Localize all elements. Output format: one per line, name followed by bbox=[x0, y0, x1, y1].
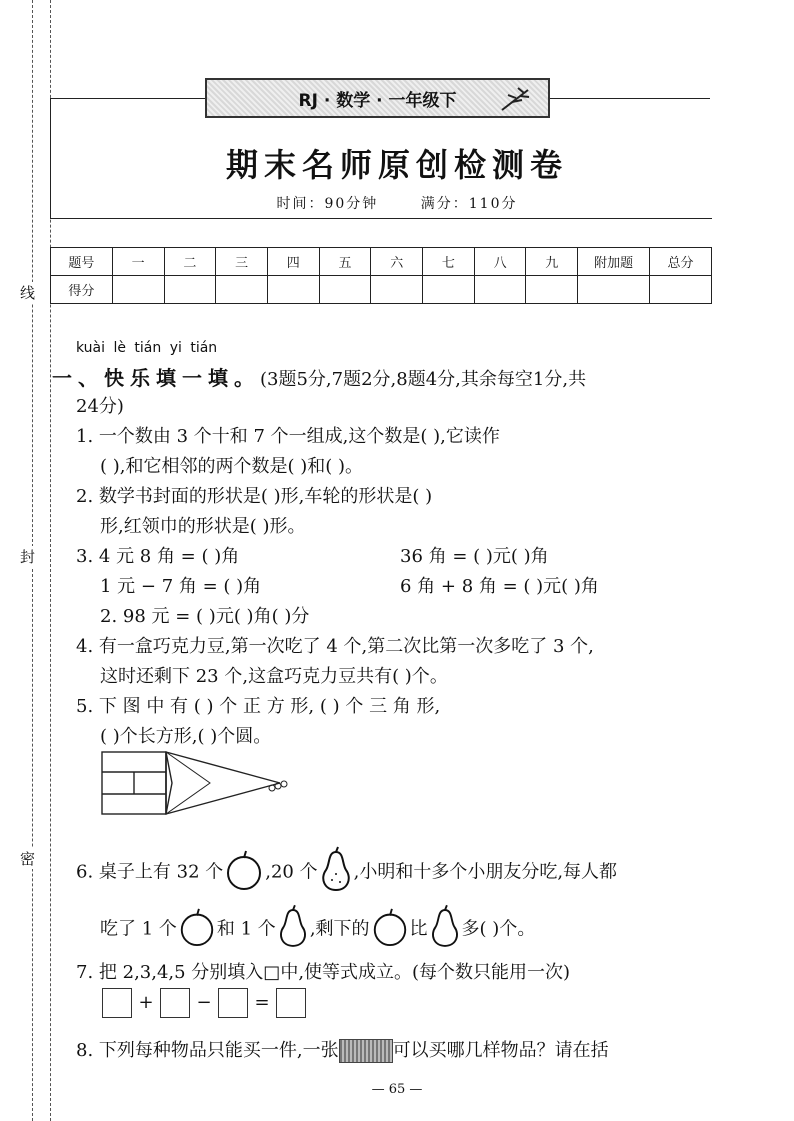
minus-operator: − bbox=[196, 992, 212, 1013]
exam-subtitle bbox=[0, 193, 794, 213]
score-cell: 五 bbox=[319, 248, 371, 276]
question-3-item-1: 3. 4 元 8 角 = ( )角 bbox=[76, 546, 240, 567]
question-8-line-1 bbox=[76, 1036, 609, 1063]
binding-char-xian: 线 bbox=[20, 284, 36, 302]
pear-icon bbox=[276, 904, 310, 955]
score-input-cell[interactable] bbox=[578, 276, 650, 304]
bamboo-icon bbox=[498, 86, 534, 117]
banknote-icon bbox=[339, 1039, 393, 1063]
question-3-item-3: 1 元 − 7 角 = ( )角 bbox=[100, 576, 262, 597]
score-cell: 得分 bbox=[51, 276, 113, 304]
section-title: 快乐填一填。 bbox=[104, 366, 260, 390]
q6-text: ,剩下的 bbox=[309, 918, 370, 940]
question-4-line-1: 4. 有一盒巧克力豆,第一次吃了 4 个,第二次比第一次多吃了 3 个, bbox=[76, 636, 594, 657]
plus-operator: + bbox=[138, 992, 154, 1013]
shapes-figure bbox=[100, 748, 290, 820]
score-table-header-row bbox=[51, 248, 712, 276]
score-input-cell[interactable] bbox=[112, 276, 164, 304]
equals-operator: = bbox=[254, 992, 270, 1013]
subject-banner bbox=[205, 78, 550, 118]
score-cell: 附加题 bbox=[578, 248, 650, 276]
question-3-item-5: 2. 98 元 = ( )元( )角( )分 bbox=[100, 606, 310, 627]
header-frame-line bbox=[548, 98, 710, 99]
score-cell: 九 bbox=[526, 248, 578, 276]
header-frame-line bbox=[50, 98, 210, 99]
figure-circle bbox=[281, 781, 287, 787]
header-frame-line bbox=[50, 218, 712, 219]
question-2-line-2: 形,红领巾的形状是( )形。 bbox=[100, 516, 306, 537]
apple-icon bbox=[177, 907, 217, 952]
exam-time: 时间：90分钟 bbox=[276, 196, 379, 212]
q6-text: 和 1 个 bbox=[216, 918, 276, 940]
score-input-cell[interactable] bbox=[474, 276, 526, 304]
score-cell: 总分 bbox=[650, 248, 712, 276]
section-note-cont: 24分) bbox=[76, 396, 124, 417]
score-cell: 二 bbox=[164, 248, 216, 276]
q6-text: ,20 个 bbox=[265, 861, 318, 883]
question-5-line-2: ( )个长方形,( )个圆。 bbox=[100, 726, 272, 747]
score-input-cell[interactable] bbox=[216, 276, 268, 304]
q6-text: ,小明和十多个小朋友分吃,每人都 bbox=[353, 861, 618, 883]
section-number: 一、 bbox=[52, 366, 104, 390]
answer-box[interactable] bbox=[160, 988, 190, 1018]
section-note: (3题5分,7题2分,8题4分,其余每空1分,共 bbox=[260, 369, 587, 390]
score-input-cell[interactable] bbox=[319, 276, 371, 304]
section-pinyin: kuài lè tián yi tián bbox=[76, 340, 218, 356]
question-6-line-2 bbox=[100, 904, 535, 955]
score-input-cell[interactable] bbox=[423, 276, 475, 304]
question-1-line-1: 1. 一个数由 3 个十和 7 个一组成,这个数是( ),它读作 bbox=[76, 426, 500, 447]
binding-char-mi: 密 bbox=[20, 850, 36, 868]
score-input-cell[interactable] bbox=[164, 276, 216, 304]
question-7-equation bbox=[102, 988, 306, 1018]
question-7-line-1: 7. 把 2,3,4,5 分别填入□中,使等式成立。(每个数只能用一次) bbox=[76, 962, 571, 983]
score-cell: 八 bbox=[474, 248, 526, 276]
q6-text: 多( )个。 bbox=[461, 918, 536, 940]
score-cell: 七 bbox=[423, 248, 475, 276]
page-number: — 65 — bbox=[371, 1082, 423, 1097]
binding-char-feng: 封 bbox=[20, 548, 36, 566]
score-cell: 六 bbox=[371, 248, 423, 276]
answer-box[interactable] bbox=[218, 988, 248, 1018]
apple-icon bbox=[370, 907, 410, 952]
exam-full-score: 满分：110分 bbox=[420, 196, 518, 212]
score-table bbox=[50, 247, 712, 304]
exam-title: 期末名师原创检测卷 bbox=[225, 146, 568, 184]
section-heading bbox=[52, 362, 586, 391]
score-table-score-row bbox=[51, 276, 712, 304]
question-2-line-1: 2. 数学书封面的形状是( )形,车轮的形状是( ) bbox=[76, 486, 433, 507]
pear-icon bbox=[428, 904, 462, 955]
score-input-cell[interactable] bbox=[526, 276, 578, 304]
score-cell: 三 bbox=[216, 248, 268, 276]
q8-text: 8. 下列每种物品只能买一件,一张 bbox=[76, 1040, 339, 1061]
question-4-line-2: 这时还剩下 23 个,这盒巧克力豆共有( )个。 bbox=[100, 666, 448, 687]
question-3-item-2: 36 角 = ( )元( )角 bbox=[400, 546, 549, 567]
question-5-line-1: 5. 下 图 中 有 ( ) 个 正 方 形, ( ) 个 三 角 形, bbox=[76, 696, 441, 717]
q6-text: 比 bbox=[409, 918, 428, 940]
apple-icon bbox=[223, 849, 265, 896]
pear-icon bbox=[318, 846, 354, 899]
score-input-cell[interactable] bbox=[650, 276, 712, 304]
score-cell: 一 bbox=[112, 248, 164, 276]
answer-box[interactable] bbox=[276, 988, 306, 1018]
banner-text: RJ · 数学 · 一年级下 bbox=[298, 90, 457, 111]
score-cell: 题号 bbox=[51, 248, 113, 276]
question-1-line-2: ( ),和它相邻的两个数是( )和( )。 bbox=[100, 456, 364, 477]
score-cell: 四 bbox=[267, 248, 319, 276]
question-3-item-4: 6 角 + 8 角 = ( )元( )角 bbox=[400, 576, 599, 597]
answer-box[interactable] bbox=[102, 988, 132, 1018]
q6-text: 6. 桌子上有 32 个 bbox=[76, 861, 224, 883]
q6-text: 吃了 1 个 bbox=[100, 918, 177, 940]
question-6-line-1 bbox=[76, 846, 617, 899]
q8-text: 可以买哪几样物品？请在括 bbox=[392, 1040, 609, 1061]
score-input-cell[interactable] bbox=[267, 276, 319, 304]
score-input-cell[interactable] bbox=[371, 276, 423, 304]
